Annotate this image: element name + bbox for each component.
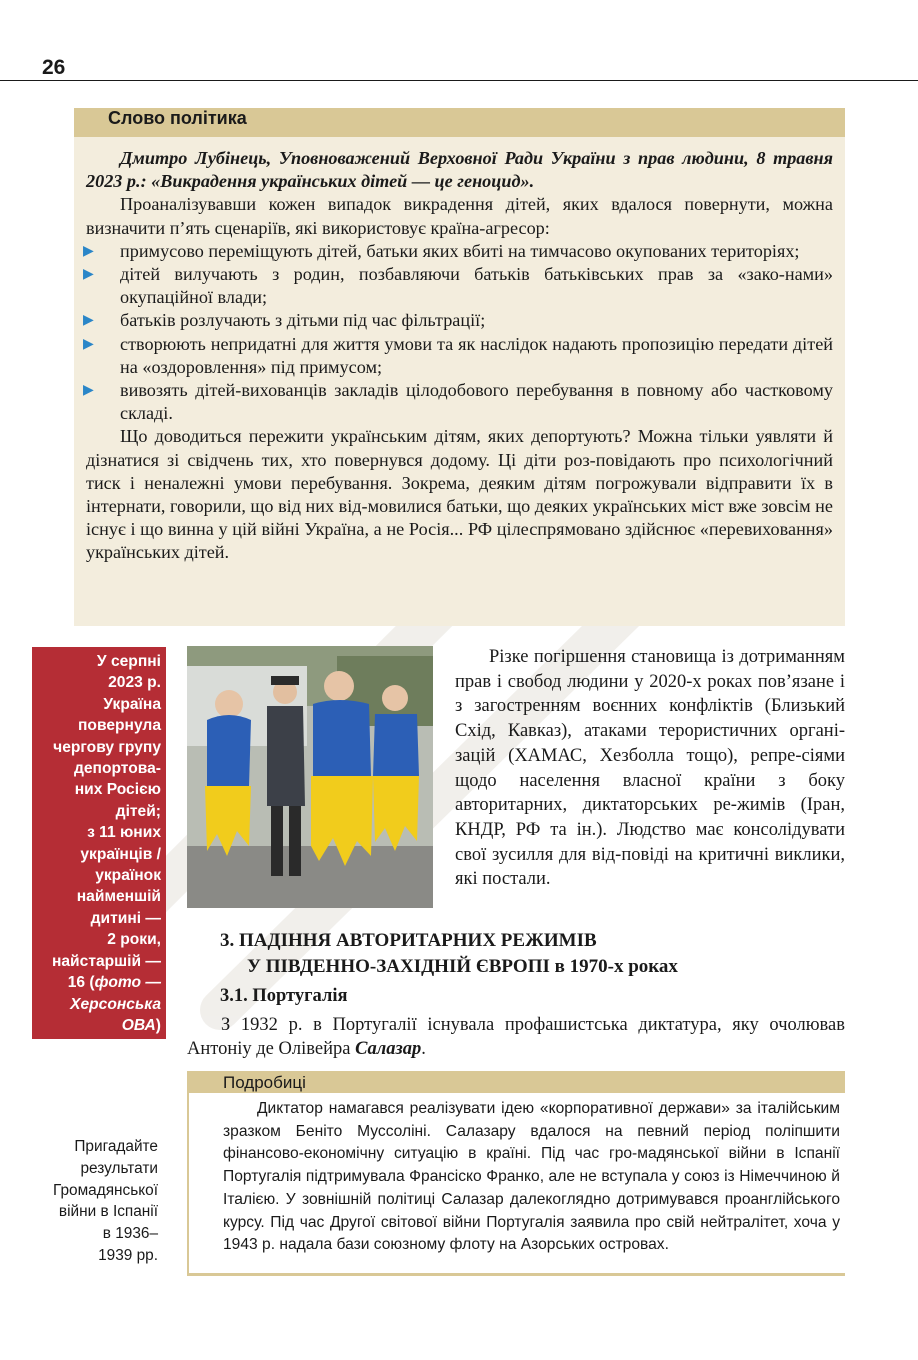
triangle-bullet-icon: ▶ — [83, 243, 94, 259]
photo-caption-box: У серпні 2023 р. Україна повернула чергову групу депортова- них Росією дітей; з 11 юних українців / українок найменшій дитині — 2 роки, найстаршій — 16 (фото — Херсонська ОВА) — [32, 647, 166, 1039]
scenario-list — [83, 240, 833, 426]
top-rule — [0, 80, 918, 81]
list-item: ▶ вивозять дітей-вихованців закладів цілодобового перебування в повному або частковому складі. — [83, 380, 833, 424]
list-item: ▶ батьків розлучають з дітьми під час фільтрації; — [83, 310, 486, 331]
politician-quote-box — [74, 108, 845, 626]
quote-box-heading: Слово політика — [74, 108, 845, 137]
details-text: Диктатор намагався реалізувати ідею «корпоративної держави» за італійським зразком Беніто Муссоліні. Салазару вдалося на певний період поліпшити фінансово-економічну ситуацію в країні. Під час гро-мадянської війни в Іспанії Португалія підтримувала Франсіско Франко, але не вступала у союз із Німеччиною й Італією. У зовнішній політиці Салазар далекоглядно дотримувався проанглійського курсу. Під час Другої світової війни Португалія заявила про свій нейтралітет, хоча у 1943 р. надала бази союзному флоту на Азорських островах. — [223, 1100, 840, 1254]
quote-intro: Проаналізувавши кожен випадок викрадення дітей, яких вдалося повернути, можна визначити п’ять сценаріїв, які використовує країна-агресор: — [86, 194, 833, 238]
triangle-bullet-icon: ▶ — [83, 313, 94, 329]
portugal-paragraph: З 1932 р. в Португалії існувала профашистська диктатура, яку очолював Антоніу де Олівейра Салазар. — [187, 1015, 845, 1059]
page-number: 26 — [42, 56, 66, 79]
triangle-bullet-icon: ▶ — [83, 267, 94, 283]
quote-lead: Дмитро Лубінець, Уповноважений Верховної Ради України з прав людини, 8 травня 2023 р.: «Викрадення українських дітей — це геноцид». — [86, 148, 833, 192]
triangle-bullet-icon: ▶ — [83, 383, 94, 399]
list-item: ▶ примусово переміщують дітей, батьки яких вбиті на тимчасово окупованих територіях; — [83, 240, 800, 261]
section-3-heading: 3. ПАДІННЯ АВТОРИТАРНИХ РЕЖИМІВ У ПІВДЕННО-ЗАХІДНІЙ ЄВРОПІ в 1970-х роках — [220, 930, 678, 977]
section-3-1-heading: 3.1. Португалія — [220, 986, 348, 1006]
remember-note: Пригадайте результати Громадянської війни в Іспанії в 1936– 1939 рр. — [53, 1138, 158, 1264]
list-item: ▶ дітей вилучають з родин, позбавляючи батьків батьківських прав за «зако-нами» окупаційної влади; — [83, 264, 833, 308]
human-rights-paragraph: Різке погіршення становища із дотриманням прав і свобод людини у 2020-х роках пов’язане і з загостренням воєнних конфліктів (Близький Схід, Кавказ), атаками терористичних органі-зацій (ХАМАС, Хезболла тощо), репре-сіями щодо населення власної країни з боку авторитарних, диктаторських ре-жимів (Іран, КНДР, РФ та ін.). Людство має консолідувати свої зусилля для від-повіді на критичні виклики, які постали. — [455, 647, 845, 890]
details-heading: Подробиці — [187, 1071, 845, 1093]
triangle-bullet-icon: ▶ — [83, 336, 94, 352]
children-with-flags-photo — [187, 646, 433, 908]
list-item: ▶ створюють непридатні для життя умови та як наслідок надають пропозицію передати дітей на «оздоровлення» під примусом; — [83, 333, 833, 377]
quote-closing: Що доводиться пережити українським дітям, яких депортують? Можна тільки уявляти й дізнатися зі свідчень тих, хто повернувся додому. Ці діти роз-повідають про психологічний тиск і неналежні умови перебування. Зокрема, деяким дітям погрожували відправити їх в інтернати, говорили, що від них від-мовилися батьки, що деяких українських міст вже зовсім не існує і що винна у цій війні Україна, а не Росія... РФ цілеспрямовано здійснює «перевиховання» українських дітей. — [86, 426, 833, 563]
